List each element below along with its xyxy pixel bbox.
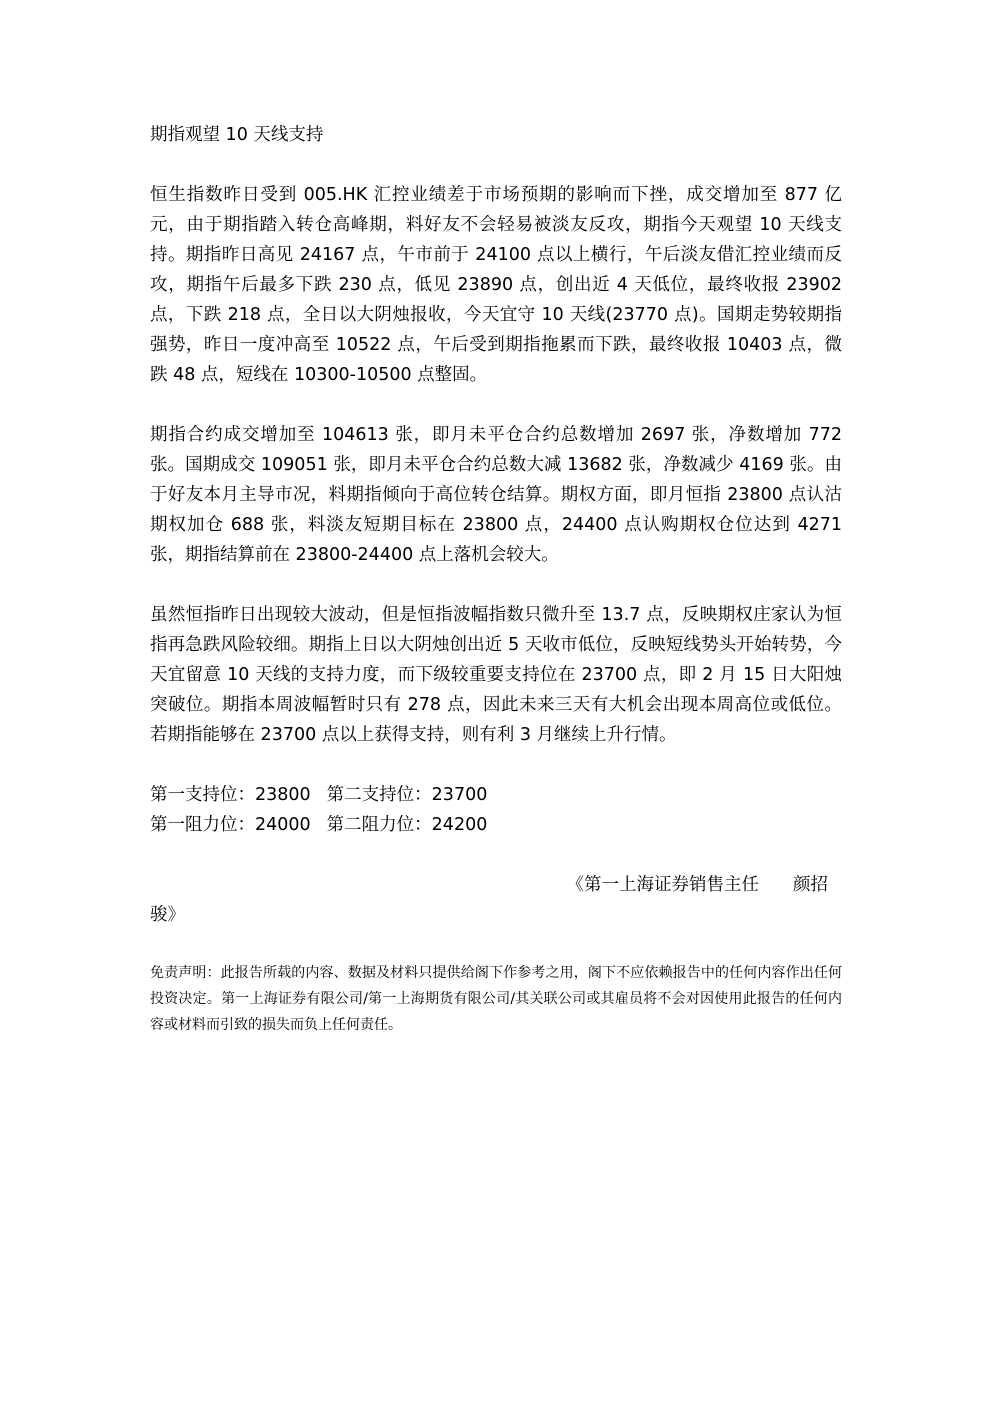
spacer xyxy=(150,840,842,870)
author-signature xyxy=(150,870,842,930)
spacer xyxy=(150,570,842,600)
resistance-level-1: 第一阻力位：24000 xyxy=(150,815,311,835)
author-line-1 xyxy=(150,870,842,900)
spacer xyxy=(150,390,842,420)
spacer xyxy=(150,150,842,180)
author-line-2: 骏》 xyxy=(150,905,185,925)
support-level-2: 第二支持位：23700 xyxy=(326,785,488,805)
resistance-level-2: 第二阻力位：24200 xyxy=(326,815,488,835)
author-title: 《第一上海证券销售主任 xyxy=(566,875,759,895)
support-level-1: 第一支持位：23800 xyxy=(150,785,311,805)
support-resistance-levels xyxy=(150,780,842,840)
support-levels-row xyxy=(150,780,842,810)
paragraph-outlook: 虽然恒指昨日出现较大波动，但是恒指波幅指数只微升至 13.7 点，反映期权庄家认为恒指再急跌风险较细。期指上日以大阴烛创出近 5 天收市低位，反映短线势头开始转势，今天宜留意 10 天线的支持力度，而下级较重要支持位在 23700 点，即 2 月 15 日大阳烛突破位。期指本周波幅暂时只有 278 点，因此未来三天有大机会出现本周高位或低位。若期指能够在 23700 点以上获得支持，则有利 3 月继续上升行情。 xyxy=(150,605,842,745)
document-page xyxy=(150,120,842,1038)
spacer xyxy=(150,750,842,780)
paragraph-market-summary: 恒生指数昨日受到 005.HK 汇控业绩差于市场预期的影响而下挫，成交增加至 877 亿元，由于期指踏入转仓高峰期，料好友不会轻易被淡友反攻，期指今天观望 10 天线支持。期指昨日高见 24167 点，午市前于 24100 点以上横行，午后淡友借汇控业绩而反攻，期指午后最多下跌 230 点，低见 23890 点，创出近 4 天低位，最终收报 23902 点，下跌 218 点，全日以大阴烛报收，今天宜守 10 天线(23770 点)。国期走势较期指强势，昨日一度冲高至 10522 点，午后受到期指拖累而下跌，最终收报 10403 点，微跌 48 点，短线在 10300-10500 点整固。 xyxy=(150,185,842,385)
author-name-part: 颜招 xyxy=(793,875,828,895)
paragraph-contract-volume: 期指合约成交增加至 104613 张，即月未平仓合约总数增加 2697 张，净数增加 772 张。国期成交 109051 张，即月未平仓合约总数大减 13682 张，净数减少 4169 张。由于好友本月主导市况，料期指倾向于高位转仓结算。期权方面，即月恒指 23800 点认沽期权加仓 688 张，料淡友短期目标在 23800 点，24400 点认购期权仓位达到 4271 张，期指结算前在 23800-24400 点上落机会较大。 xyxy=(150,425,842,565)
resistance-levels-row xyxy=(150,810,842,840)
disclaimer-text: 免责声明：此报告所载的内容、数据及材料只提供给阁下作参考之用，阁下不应依赖报告中的任何内容作出任何投资决定。第一上海证券有限公司/第一上海期货有限公司/其关联公司或其雇员将不会对因使用此报告的任何内容或材料而引致的损失而负上任何责任。 xyxy=(150,965,842,1033)
spacer xyxy=(150,930,842,960)
document-title: 期指观望 10 天线支持 xyxy=(150,125,324,145)
